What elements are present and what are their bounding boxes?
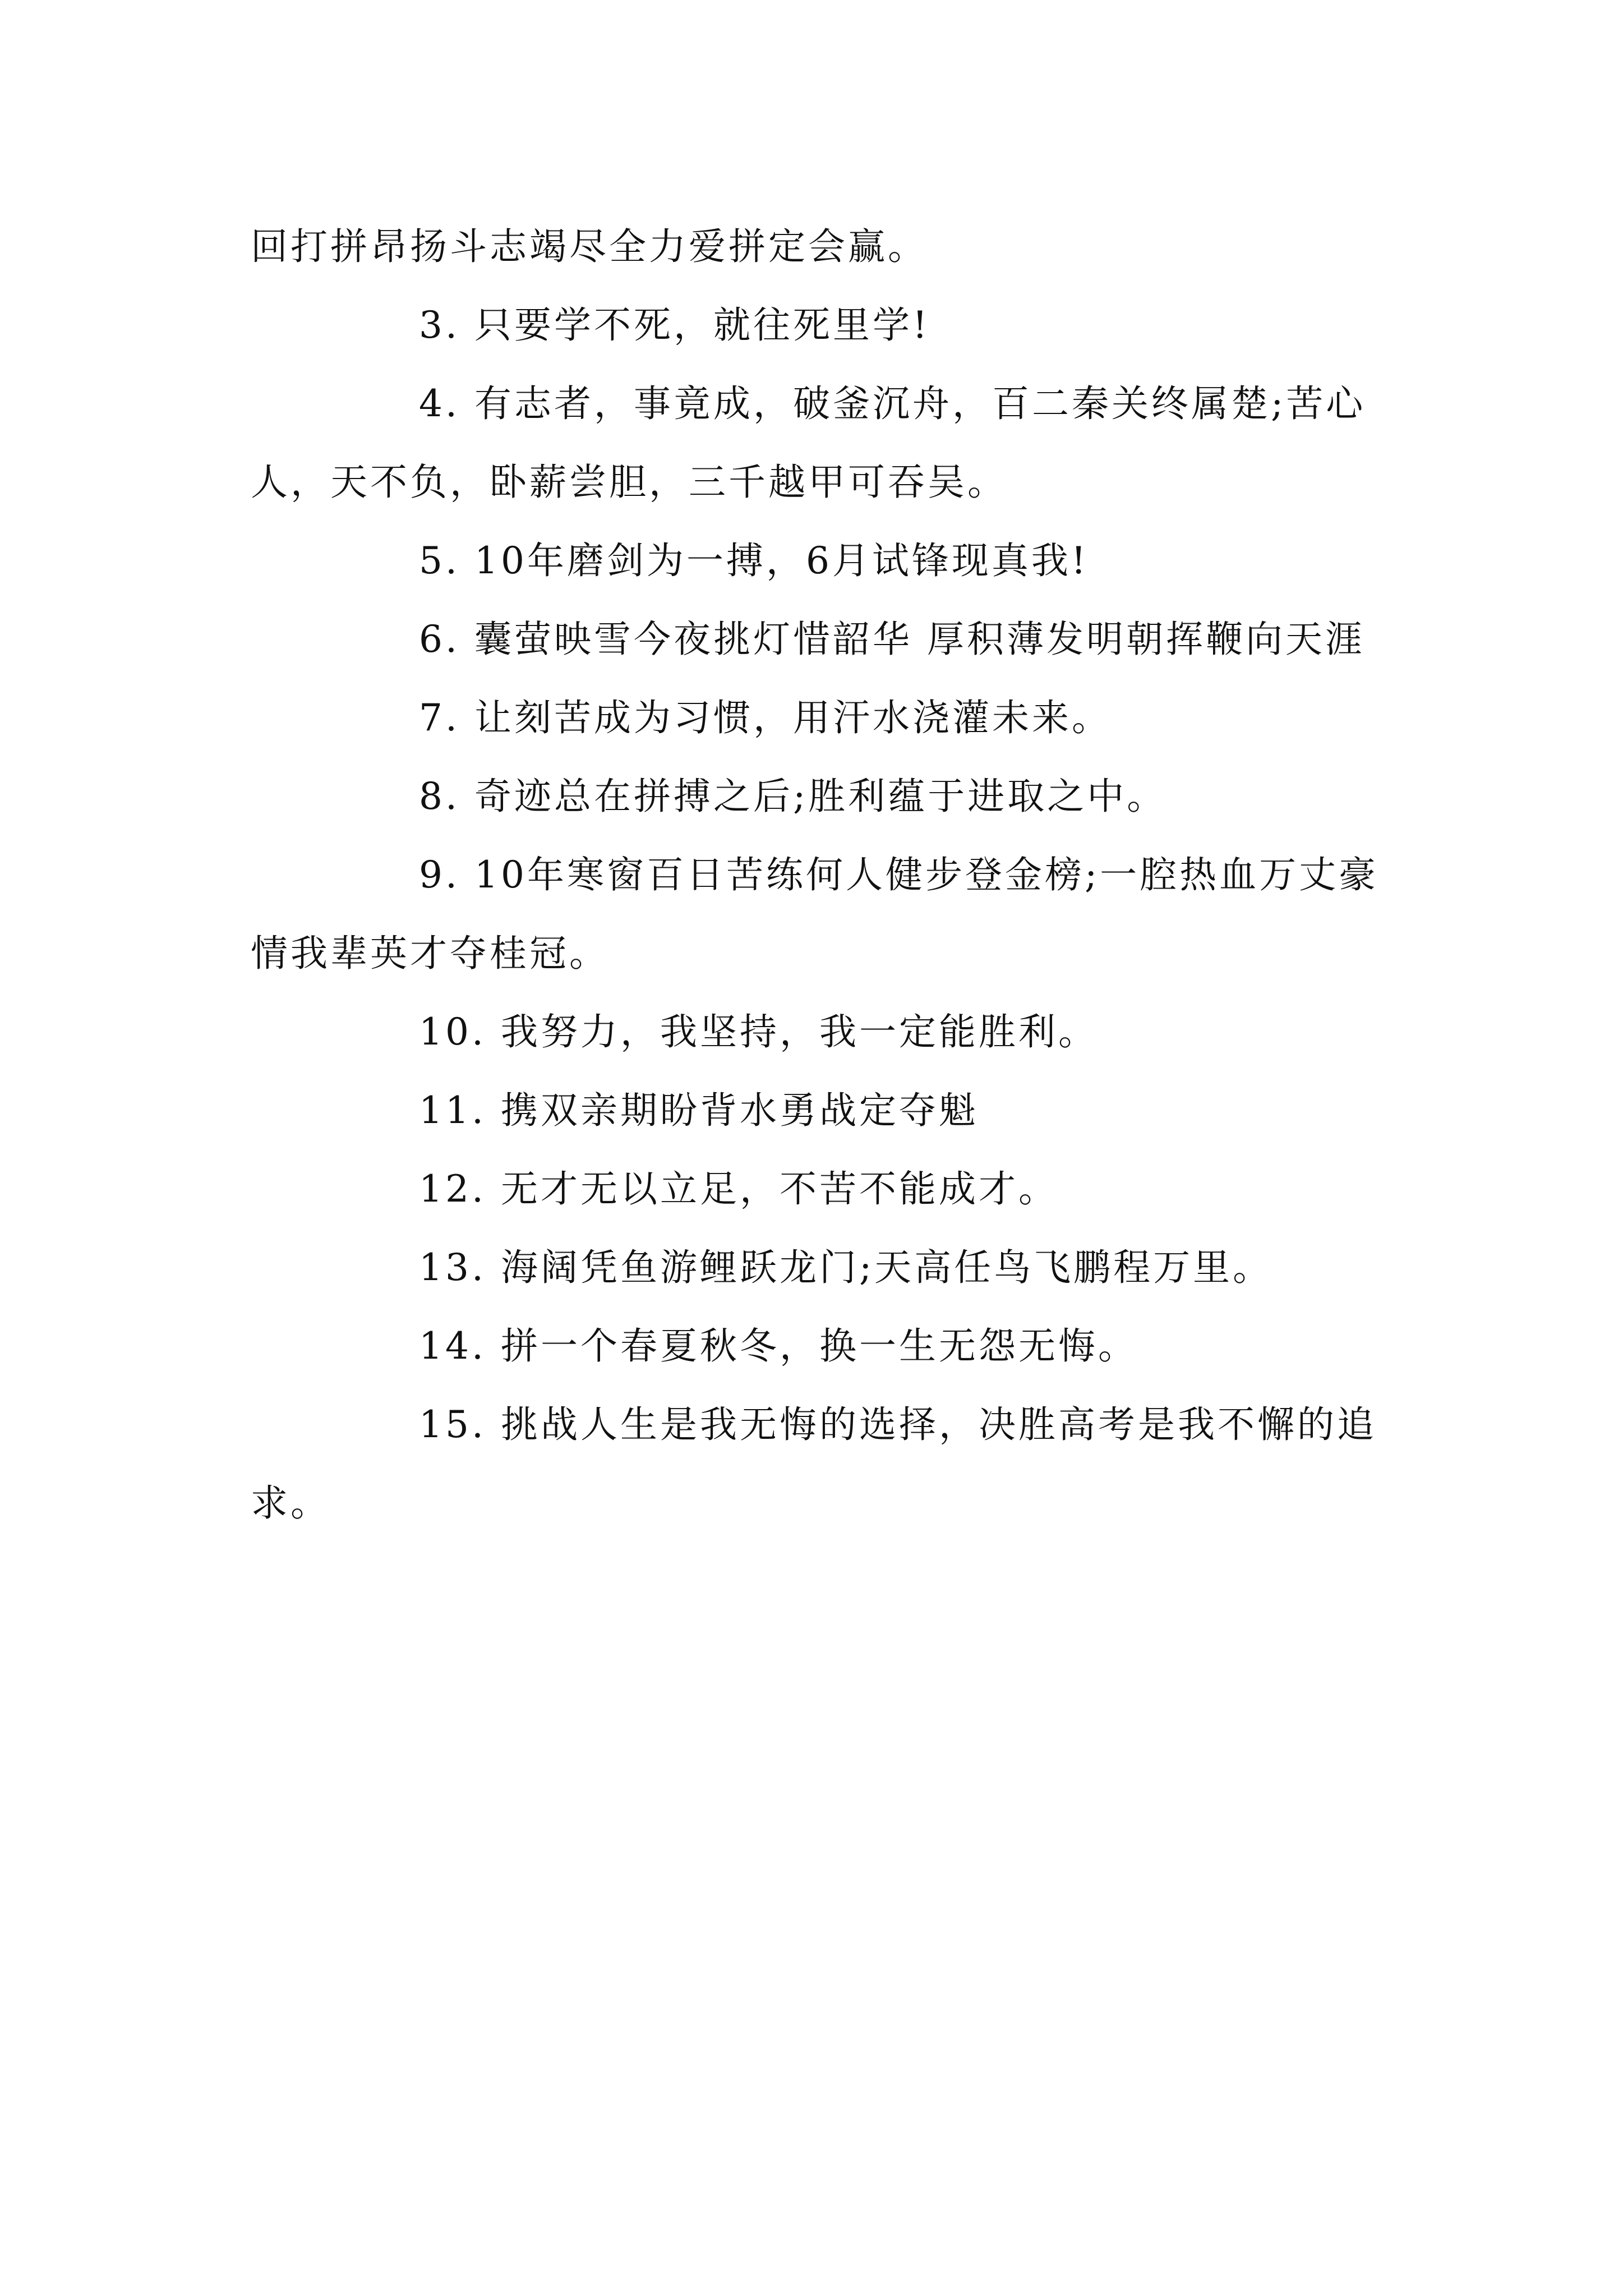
list-item-12 — [251, 1150, 1390, 1228]
item-number: 12. — [419, 1167, 486, 1211]
item-text: 无才无以立足，不苦不能成才。 — [486, 1167, 1058, 1211]
item-number: 9. — [419, 853, 460, 896]
item-text: 囊萤映雪今夜挑灯惜韶华 厚积薄发明朝挥鞭向天涯 — [459, 618, 1365, 661]
list-item-8 — [251, 757, 1390, 836]
list-item-10 — [251, 993, 1390, 1071]
item-number: 11. — [419, 1089, 486, 1132]
item-number: 10. — [419, 1010, 486, 1053]
list-item-6 — [251, 600, 1390, 679]
item-number: 4. — [419, 382, 460, 425]
item-text: 10年磨剑为一搏，6月试锋现真我! — [459, 539, 1089, 582]
list-item-14 — [251, 1307, 1390, 1386]
list-item-15 — [251, 1386, 1390, 1543]
item-number: 7. — [419, 696, 460, 739]
document-body — [251, 208, 1390, 1543]
item-number: 13. — [419, 1246, 486, 1289]
item-number: 5. — [419, 539, 460, 582]
item-text: 挑战人生是我无悔的选择，决胜高考是我不懈的追求。 — [251, 1403, 1377, 1525]
item-text: 只要学不死，就往死里学! — [459, 303, 930, 347]
item-number: 3. — [419, 303, 460, 347]
list-item-13 — [251, 1228, 1390, 1307]
list-item-7 — [251, 679, 1390, 757]
list-item-4 — [251, 365, 1390, 522]
item-text: 奇迹总在拼搏之后;胜利蕴于进取之中。 — [459, 775, 1167, 818]
item-text: 携双亲期盼背水勇战定夺魁 — [486, 1089, 979, 1132]
paragraph-text: 回打拼昂扬斗志竭尽全力爱拼定会赢。 — [251, 225, 928, 268]
paragraph-continuation — [251, 208, 1390, 286]
list-item-5 — [251, 522, 1390, 600]
list-item-11 — [251, 1071, 1390, 1150]
list-item-3 — [251, 286, 1390, 365]
item-text: 让刻苦成为习惯，用汗水浇灌未来。 — [459, 696, 1112, 739]
item-number: 8. — [419, 775, 460, 818]
item-text: 10年寒窗百日苦练何人健步登金榜;一腔热血万丈豪情我辈英才夺桂冠。 — [251, 853, 1379, 975]
item-text: 海阔凭鱼游鲤跃龙门;天高任鸟飞鹏程万里。 — [486, 1246, 1273, 1289]
item-number: 15. — [419, 1403, 486, 1446]
item-text: 拼一个春夏秋冬，换一生无怨无悔。 — [486, 1324, 1138, 1368]
item-number: 14. — [419, 1324, 486, 1368]
item-text: 我努力，我坚持，我一定能胜利。 — [486, 1010, 1098, 1053]
item-text: 有志者，事竟成，破釜沉舟，百二秦关终属楚;苦心人，天不负，卧薪尝胆，三千越甲可吞吴。 — [251, 382, 1366, 504]
item-number: 6. — [419, 618, 460, 661]
list-item-9 — [251, 836, 1390, 993]
